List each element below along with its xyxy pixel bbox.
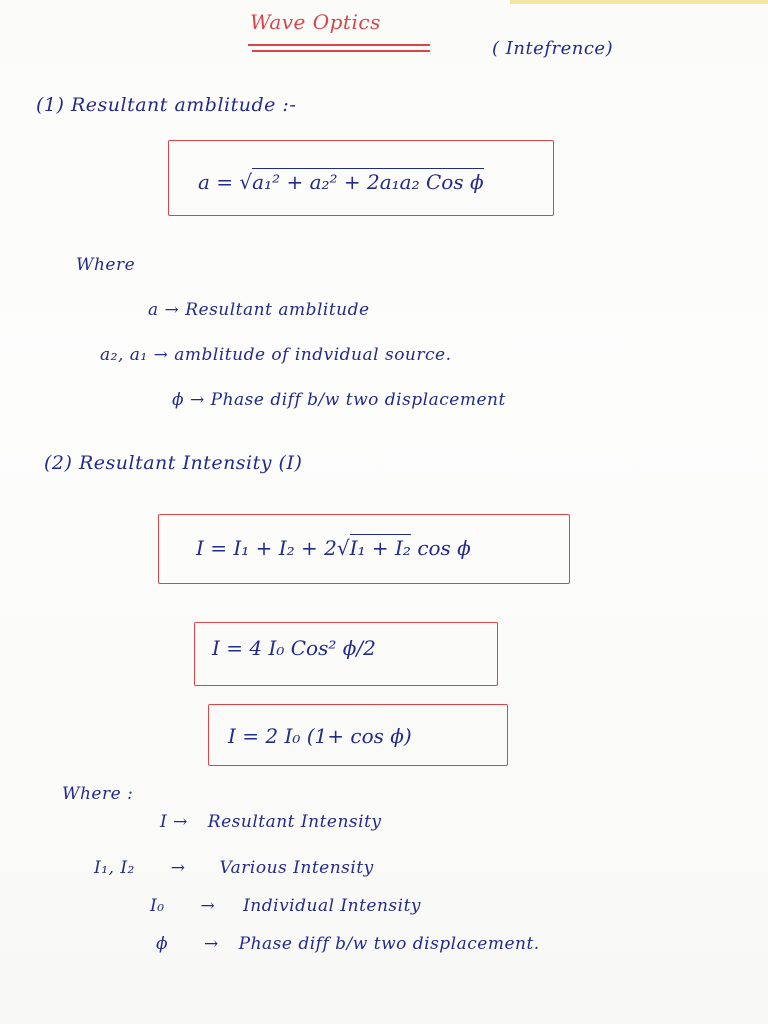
amplitude-under-root: a₁² + a₂² + 2a₁a₂ Cos ϕ xyxy=(252,170,484,194)
title-underline-2 xyxy=(252,50,430,52)
definition-row xyxy=(148,300,370,320)
definition-meaning: Resultant amblitude xyxy=(185,300,370,320)
amplitude-lhs: a = xyxy=(198,170,234,194)
definition-row xyxy=(160,812,382,832)
definition-symbol: ϕ xyxy=(172,390,185,410)
arrow-icon: → xyxy=(170,858,186,878)
definition-row xyxy=(150,896,421,916)
section2-where-label: Where : xyxy=(62,784,134,804)
intensity-formula-1 xyxy=(196,534,471,560)
definition-meaning: Individual Intensity xyxy=(243,896,422,916)
definition-symbol: I₁, I₂ xyxy=(94,858,135,878)
intensity-rhs-b: cos ϕ xyxy=(417,536,471,560)
page-title: Wave Optics xyxy=(250,10,381,34)
amplitude-formula xyxy=(198,168,484,194)
definition-meaning: Resultant Intensity xyxy=(207,812,382,832)
section1-where-label: Where xyxy=(76,255,136,275)
radical-sign: √ xyxy=(336,536,350,560)
intensity-formula-3: I = 2 I₀ (1+ cos ϕ) xyxy=(228,724,412,748)
paper-edge-strip xyxy=(510,0,768,4)
definition-symbol: ϕ xyxy=(156,934,169,954)
intensity-lhs: I = xyxy=(196,536,228,560)
arrow-icon: → xyxy=(153,345,169,365)
radical-sign: √ xyxy=(239,170,253,194)
definition-row xyxy=(94,858,374,878)
definition-meaning: Phase diff b/w two displacement xyxy=(210,390,506,410)
definition-meaning: Various Intensity xyxy=(219,858,374,878)
title-underline xyxy=(248,44,430,46)
section2-heading: (2) Resultant Intensity (I) xyxy=(44,452,303,474)
arrow-icon: → xyxy=(204,934,219,954)
definition-meaning: Phase diff b/w two displacement. xyxy=(238,934,540,954)
intensity-rhs-a: I₁ + I₂ + 2 xyxy=(233,536,337,560)
section1-heading: (1) Resultant amblitude :- xyxy=(36,94,297,116)
intensity-formula-2: I = 4 I₀ Cos² ϕ/2 xyxy=(212,636,376,660)
definition-row xyxy=(172,390,506,410)
page-subtitle: ( Intefrence) xyxy=(492,38,614,59)
definition-row xyxy=(156,934,540,954)
definition-meaning: amblitude of indvidual source. xyxy=(174,345,452,365)
definition-symbol: I xyxy=(160,812,168,832)
intensity-under-root: I₁ + I₂ xyxy=(349,536,411,560)
arrow-icon: → xyxy=(200,896,216,916)
arrow-icon: → xyxy=(164,300,180,320)
definition-row xyxy=(100,345,452,365)
definition-symbol: a xyxy=(148,300,159,320)
arrow-icon: → xyxy=(190,390,205,410)
definition-symbol: I₀ xyxy=(150,896,165,916)
definition-symbol: a₂, a₁ xyxy=(100,345,148,365)
arrow-icon: → xyxy=(173,812,188,832)
